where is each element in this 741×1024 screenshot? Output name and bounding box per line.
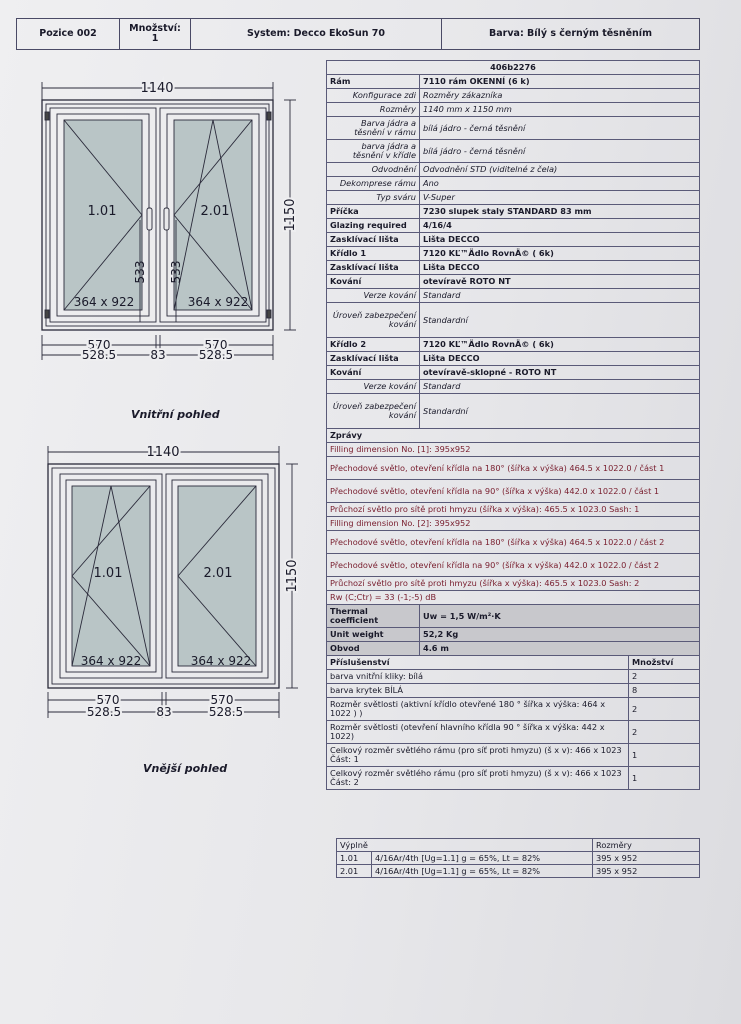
spec-row [327,247,700,261]
spec-row [327,261,700,275]
spec-value: Ano [420,177,700,191]
inside-right-sash-dim: 570 [204,338,228,352]
inside-width-dim: 1140 [140,81,174,96]
spec-value: bílá jádro - černá těsnění [420,117,700,140]
spec-row [327,163,700,177]
message-text: Přechodové světlo, otevření křídla na 180° (šířka x výška) 464.5 x 1022.0 / část 2 [327,531,700,554]
spec-row [327,89,700,103]
spec-key: Typ sváru [327,191,420,205]
window-drawings [0,0,326,800]
spec-key: Verze kování [327,380,420,394]
spec-key: Křídlo 2 [327,338,420,352]
spec-row [327,394,700,429]
thermal-row [327,605,700,628]
spec-value: Standardní [420,303,700,338]
fillings-table [336,838,700,878]
outside-right-sash-dim: 570 [210,693,234,707]
accessory-name: barva krytek BÍLÁ [327,684,629,698]
accessories-header-row [327,656,700,670]
inside-handle-dim-right: 533 [169,260,183,284]
outside-glass2-dim: 364 x 922 [190,654,252,668]
outside-width-dim: 1140 [146,445,180,460]
thermal-label: Thermal coefficient [327,605,420,628]
accessories-qty-label: Množství [629,656,700,670]
accessory-qty: 1 [629,767,700,790]
message-row [327,503,700,517]
spec-row [327,117,700,140]
messages-header-row [327,429,700,443]
spec-row [327,233,700,247]
system-cell: System: Decco EkoSun 70 [191,19,442,49]
accessory-qty: 1 [629,744,700,767]
spec-key: Úroveň zabezpečení kování [327,303,420,338]
inside-handle-dim-left: 533 [133,260,147,284]
accessory-row [327,767,700,790]
accessory-row [327,670,700,684]
spec-row [327,366,700,380]
spec-row [327,191,700,205]
inside-pane2-label: 2.01 [200,204,230,219]
accessory-name: Celkový rozměr světlého rámu (pro síť proti hmyzu) (š x v): 466 x 1023 Část: 2 [327,767,629,790]
spec-value: Odvodnění STD (viditelné z čela) [420,163,700,177]
color-cell: Barva: Bílý s černým těsněním [489,28,652,39]
outside-view-caption: Vnější pohled [143,762,228,775]
message-row [327,554,700,577]
filling-desc: 4/16Ar/4th [Ug=1.1] g = 65%, Lt = 82% [372,852,593,865]
filling-row [337,865,700,878]
message-text: Filling dimension No. [2]: 395x952 [327,517,700,531]
spec-key: Zasklívací lišta [327,233,420,247]
fillings-dim-label: Rozměry [593,839,700,852]
filling-row [337,852,700,865]
weight-row [327,628,700,642]
spec-row [327,205,700,219]
inside-left-sash-dim: 570 [87,338,111,352]
position-cell: Pozice 002 [17,19,120,49]
inside-mullion-dim: 83 [150,348,166,362]
quantity-label: Množství: [129,23,181,34]
quantity-value: 1 [151,33,159,44]
inside-view-caption: Vnitřní pohled [131,408,220,421]
message-row [327,480,700,503]
filling-desc: 4/16Ar/4th [Ug=1.1] g = 65%, Lt = 82% [372,865,593,878]
weight-value: 52,2 Kg [420,628,700,642]
spec-value: 7110 rám OKENNÍ (6 k) [420,75,700,89]
filling-id: 2.01 [337,865,372,878]
spec-table [326,60,700,790]
spec-value: Standardní [420,394,700,429]
message-text: Přechodové světlo, otevření křídla na 90° (šířka x výška) 442.0 x 1022.0 / část 2 [327,554,700,577]
spec-row [327,338,700,352]
accessory-name: Rozměr světlosti (aktivní křídlo otevřené 180 ° šířka x výška: 464 x 1022 ) ) [327,698,629,721]
accessory-name: Celkový rozměr světlého rámu (pro síť proti hmyzu) (š x v): 466 x 1023 Část: 1 [327,744,629,767]
accessory-row [327,698,700,721]
spec-row [327,219,700,233]
spec-code: 406b2276 [327,61,700,75]
accessory-row [327,721,700,744]
accessory-name: Rozměr světlosti (otevření hlavního křídla 90 ° šířka x výška: 442 x 1022) [327,721,629,744]
spec-value: Standard [420,289,700,303]
message-row [327,577,700,591]
spec-value: otevíravě ROTO NT [420,275,700,289]
message-row [327,591,700,605]
spec-value: Lišta DECCO [420,233,700,247]
obvod-value: 4.6 m [420,642,700,656]
inside-glass2-dim: 364 x 922 [187,295,249,309]
inside-left-inner-dim: 528.5 [81,348,117,362]
message-row [327,443,700,457]
spec-key: Kování [327,275,420,289]
spec-row [327,103,700,117]
outside-left-inner-dim: 528.5 [86,705,122,719]
message-text: Průchozí světlo pro sítě proti hmyzu (šířka x výška): 465.5 x 1023.0 Sash: 2 [327,577,700,591]
spec-row [327,275,700,289]
inside-glass1-dim: 364 x 922 [73,295,135,309]
outside-pane1-label: 1.01 [93,566,123,581]
spec-value: Rozměry zákazníka [420,89,700,103]
accessory-name: barva vnitřní kliky: bílá [327,670,629,684]
spec-key: Rozměry [327,103,420,117]
spec-key: Verze kování [327,289,420,303]
outside-glass1-dim: 364 x 922 [80,654,142,668]
spec-key: Odvodnění [327,163,420,177]
spec-value: 4/16/4 [420,219,700,233]
accessory-row [327,744,700,767]
messages-label: Zprávy [327,429,700,443]
accessory-qty: 2 [629,698,700,721]
spec-key: Zasklívací lišta [327,261,420,275]
weight-label: Unit weight [327,628,420,642]
outside-right-inner-dim: 528.5 [208,705,244,719]
message-text: Přechodové světlo, otevření křídla na 180° (šířka x výška) 464.5 x 1022.0 / část 1 [327,457,700,480]
message-row [327,457,700,480]
message-text: Rw (C;Ctr) = 33 (-1;-5) dB [327,591,700,605]
outside-height-dim: 1150 [285,559,300,593]
obvod-label: Obvod [327,642,420,656]
spec-value: Lišta DECCO [420,261,700,275]
spec-key: Kování [327,366,420,380]
spec-key: Glazing required [327,219,420,233]
spec-key: Dekomprese rámu [327,177,420,191]
spec-value: 7120 KĽ™Ädlo RovnÄ© ( 6k) [420,247,700,261]
fillings-label: Výplně [337,839,593,852]
filling-dim: 395 x 952 [593,865,700,878]
outside-left-sash-dim: 570 [96,693,120,707]
spec-key: Zasklívací lišta [327,352,420,366]
spec-value: bílá jádro - černá těsnění [420,140,700,163]
spec-key: Rám [327,75,420,89]
spec-key: Úroveň zabezpečení kování [327,394,420,429]
inside-pane1-label: 1.01 [87,204,117,219]
spec-value: Standard [420,380,700,394]
spec-row [327,380,700,394]
spec-row [327,140,700,163]
filling-id: 1.01 [337,852,372,865]
outside-mullion-dim: 83 [156,705,172,719]
message-text: Průchozí světlo pro sítě proti hmyzu (šířka x výška): 465.5 x 1023.0 Sash: 1 [327,503,700,517]
message-text: Přechodové světlo, otevření křídla na 90° (šířka x výška) 442.0 x 1022.0 / část 1 [327,480,700,503]
accessories-label: Příslušenství [327,656,629,670]
accessory-qty: 2 [629,721,700,744]
obvod-row [327,642,700,656]
message-text: Filling dimension No. [1]: 395x952 [327,443,700,457]
spec-key: Barva jádra a těsnění v rámu [327,117,420,140]
filling-dim: 395 x 952 [593,852,700,865]
spec-key: barva jádra a těsnění v křídle [327,140,420,163]
accessory-qty: 8 [629,684,700,698]
thermal-value: Uw = 1,5 W/m²·K [420,605,700,628]
message-row [327,531,700,554]
spec-value: 7230 slupek staly STANDARD 83 mm [420,205,700,219]
spec-value: 7120 KĽ™Ädlo RovnÄ© ( 6k) [420,338,700,352]
spec-value: V-Super [420,191,700,205]
inside-right-inner-dim: 528.5 [198,348,234,362]
spec-value: 1140 mm x 1150 mm [420,103,700,117]
spec-row [327,289,700,303]
spec-row [327,352,700,366]
spec-key: Konfigurace zdi [327,89,420,103]
spec-row [327,75,700,89]
outside-pane2-label: 2.01 [203,566,233,581]
spec-value: otevíravě-sklopné - ROTO NT [420,366,700,380]
spec-value: Lišta DECCO [420,352,700,366]
message-row [327,517,700,531]
spec-key: Křídlo 1 [327,247,420,261]
spec-row [327,177,700,191]
accessory-row [327,684,700,698]
inside-height-dim: 1150 [283,198,298,232]
spec-row [327,303,700,338]
accessory-qty: 2 [629,670,700,684]
spec-key: Příčka [327,205,420,219]
